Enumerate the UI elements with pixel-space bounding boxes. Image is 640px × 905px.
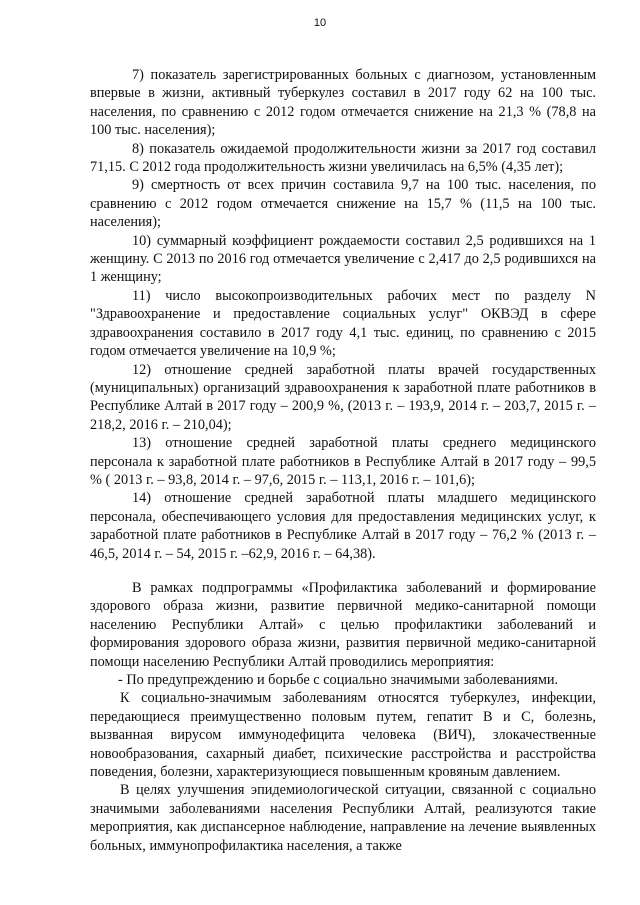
page-number: 10 (313, 17, 327, 29)
paragraph-item-14: 14) отношение средней заработной платы младшего медицинского персонала, обеспечивающего условия для предоставления медицинских услуг, к заработной плате работников в Республике Алтай в 2017 году – 76,2 % (2013 г. – 46,5, 2014 г. – 54, 2015 г. –62,9, 2016 г. – 64,38). (90, 490, 596, 562)
paragraph-subprogram-intro: В рамках подпрограммы «Профилактика заболеваний и формирование здорового образа жизни, развитие первичной медико-санитарной помощи населению Республики Алтай» с целью профилактики заболеваний и формирования здорового образа жизни, развития первичной медико-санитарной помощи населению Республики Алтай проводились мероприятия: (90, 579, 596, 670)
paragraph-list-heading: - По предупреждению и борьбе с социально значимыми заболеваниями. (118, 672, 559, 688)
paragraph-social-diseases: К социально-значимым заболеваниям относятся туберкулез, инфекции, передающиеся преимущественно половым путем, гепатит В и С, болезнь, вызванная вирусом иммунодефицита человека (ВИЧ), злокачественные новообразования, сахарный диабет, психические расстройства и расстройства поведения, болезни, характеризующиеся повышенным кровяным давлением. (90, 690, 596, 781)
paragraph-item-12: 12) отношение средней заработной платы врачей государственных (муниципальных) организаций здравоохранения к заработной плате работников в Республике Алтай в 2017 году – 200,9 %, (2013 г. – 193,9, 2014 г. – 203,7, 2015 г. – 218,2, 2016 г. – 210,04); (90, 361, 596, 433)
paragraph-item-8: 8) показатель ожидаемой продолжительности жизни за 2017 год составил 71,15. С 2012 года продолжительность жизни увеличилась на 6,5% (4,35 лет); (90, 140, 596, 176)
paragraph-epidemiology: В целях улучшения эпидемиологической ситуации, связанной с социально значимыми заболеваниями населения Республики Алтай, реализуются такие мероприятия, как диспансерное наблюдение, направление на лечение выявленных больных, иммунопрофилактика населения, а также (90, 782, 596, 854)
document-body (90, 66, 596, 855)
paragraph-item-10: 10) суммарный коэффициент рождаемости составил 2,5 родившихся на 1 женщину. С 2013 по 2016 год отмечается увеличение с 2,417 до 2,5 родившихся на 1 женщину; (90, 232, 596, 286)
paragraph-item-7: 7) показатель зарегистрированных больных с диагнозом, установленным впервые в жизни, активный туберкулез составил в 2017 году 62 на 100 тыс. населения, по сравнению с 2012 годом отмечается снижение на 21,3 % (78,8 на 100 тыс. населения); (90, 67, 596, 139)
paragraph-item-13: 13) отношение средней заработной платы среднего медицинского персонала к заработной плате работников в Республике Алтай в 2017 году – 99,5 % ( 2013 г. – 93,8, 2014 г. – 97,6, 2015 г. – 113,1, 2016 г. – 101,6); (90, 435, 596, 488)
paragraph-item-9: 9) смертность от всех причин составила 9,7 на 100 тыс. населения, по сравнению с 2012 годом отмечается снижение на 15,7 % (11,5 на 100 тыс. населения); (90, 177, 596, 231)
paragraph-item-11: 11) число высокопроизводительных рабочих мест по разделу N "Здравоохранение и предоставление социальных услуг" ОКВЭД в сфере здравоохранения составило в 2017 году 4,1 тыс. единиц, по сравнению с 2015 годом отмечается увеличение на 10,9 %; (90, 287, 596, 360)
